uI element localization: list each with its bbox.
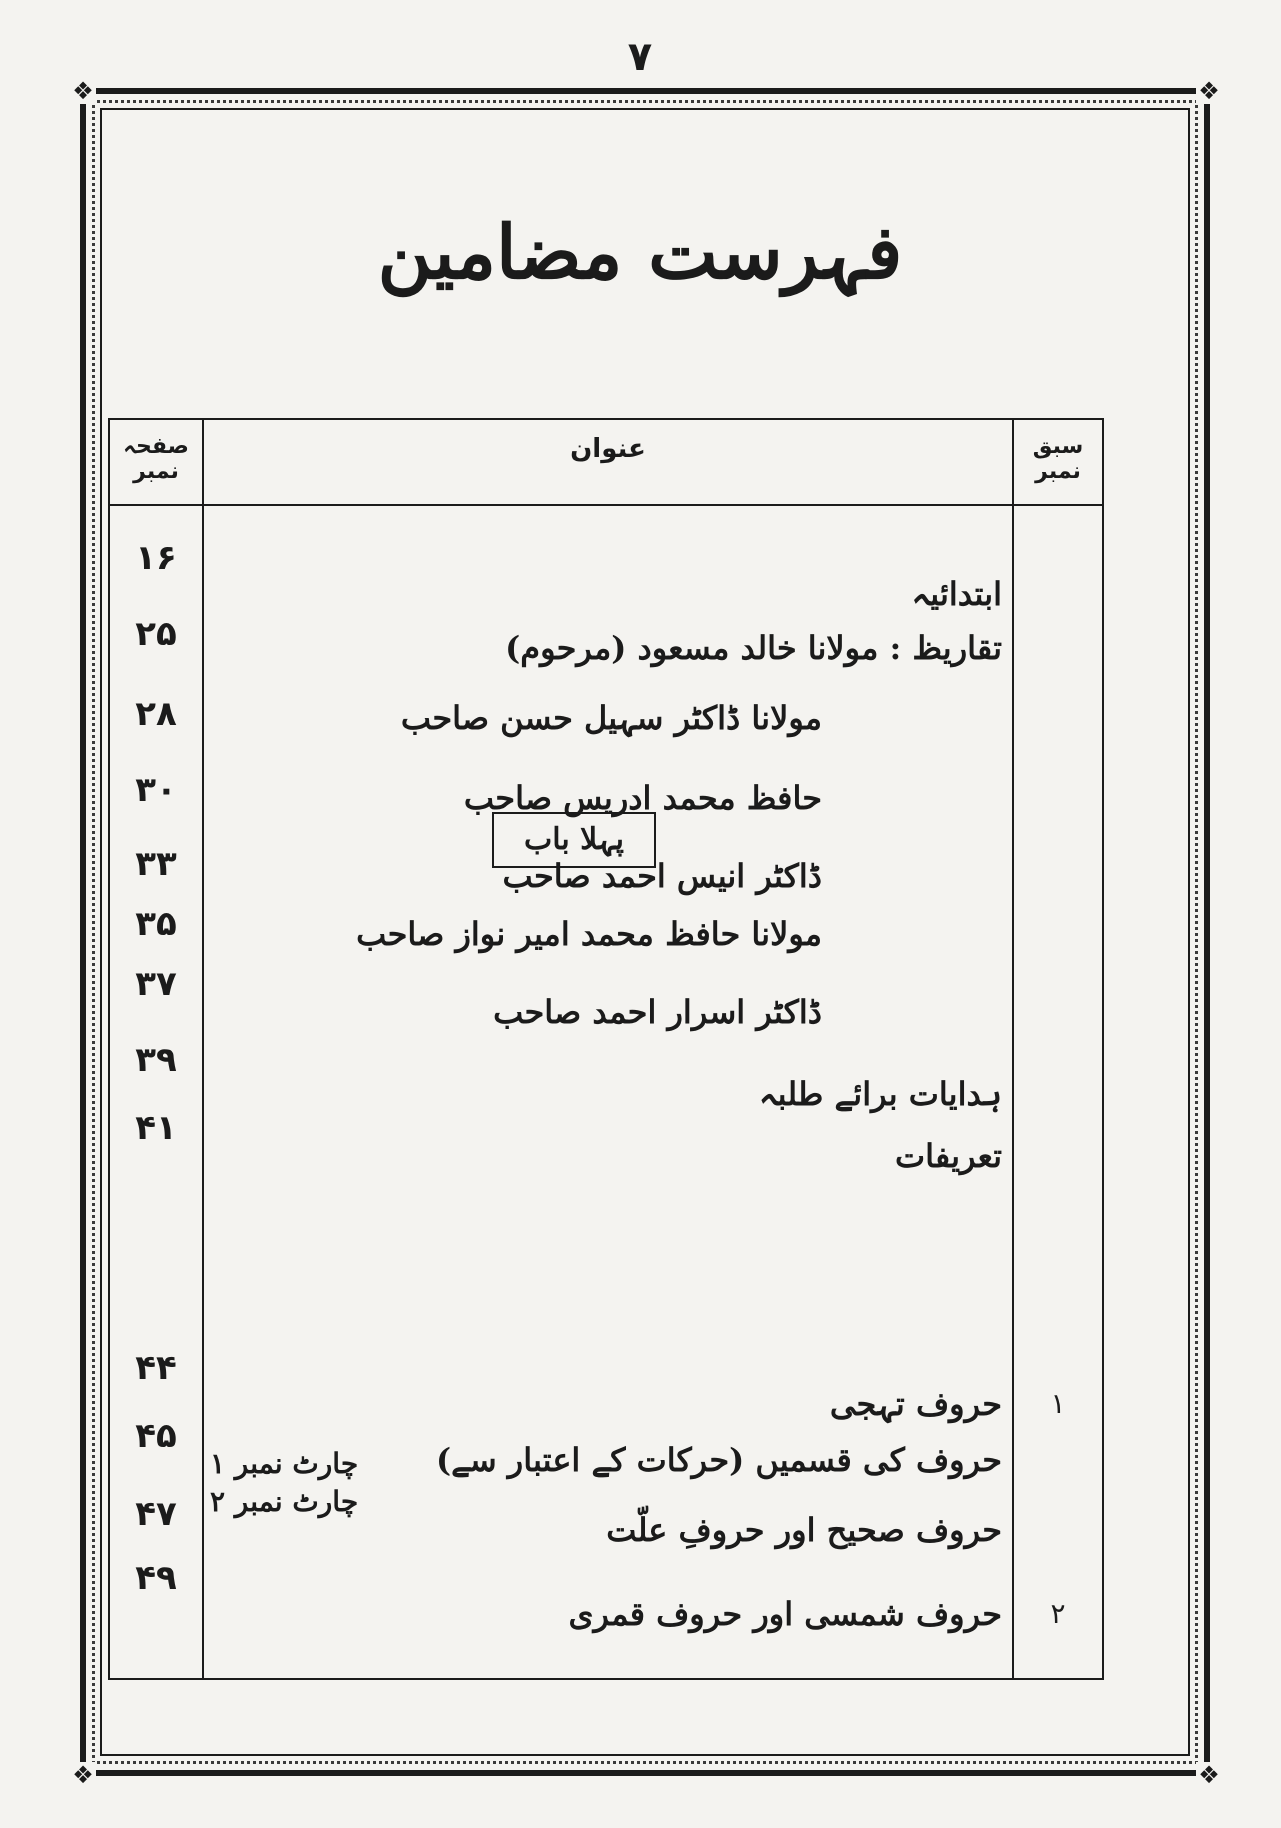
table-row: [110, 1484, 1102, 1549]
topic: حروف تہجی: [829, 1385, 1002, 1423]
topic: حروف کی قسمیں (حرکات کے اعتبار سے): [435, 1441, 1002, 1479]
corner-ornament-icon: ❖: [70, 78, 96, 104]
table-row: [110, 760, 1102, 820]
contents-table: [108, 418, 1104, 1680]
table-row: [110, 1338, 1102, 1423]
chapter-heading: پہلا باب: [492, 812, 656, 868]
topic: حروف صحیح اور حروفِ علّت: [606, 1511, 1002, 1549]
topic: حافظ محمد ادریس صاحب: [463, 779, 822, 817]
header-lesson-no: سبق نمبر: [1032, 434, 1084, 484]
page-number: ۷: [627, 34, 653, 80]
topic: مولانا حافظ محمد امیر نواز صاحب: [356, 915, 822, 953]
topic: مولانا ڈاکٹر سہیل حسن صاحب: [400, 699, 822, 737]
topic: ڈاکٹر انیس احمد صاحب: [502, 857, 822, 895]
page-ref: ۲۵: [135, 614, 177, 654]
table-row: [110, 684, 1102, 744]
table-row: [110, 1406, 1102, 1480]
page-ref: ۴۷: [135, 1494, 177, 1534]
page-ref: ۳۹: [135, 1040, 177, 1080]
topic: تقاریظ : مولانا خالد مسعود (مرحوم): [505, 629, 1002, 667]
page-ref: ۳۷: [135, 964, 177, 1004]
header-page-no: صفحہ نمبر: [123, 434, 189, 484]
page-title: فہرست مضامین: [377, 210, 903, 296]
topic: ہدایات برائے طلبہ: [758, 1075, 1002, 1113]
page-ref: ۴۹: [135, 1558, 177, 1598]
chart-ref: چارٹ نمبر ۱: [210, 1447, 359, 1480]
topic: حروف شمسی اور حروف قمری: [568, 1595, 1002, 1633]
corner-ornament-icon: ❖: [1196, 1762, 1222, 1788]
corner-ornament-icon: ❖: [70, 1762, 96, 1788]
table-row: [110, 528, 1102, 613]
header-divider: [110, 504, 1102, 506]
chart-ref: چارٹ نمبر ۲: [210, 1485, 359, 1518]
page-ref: ۳۳: [135, 844, 177, 884]
lesson-number: ۲: [1050, 1597, 1066, 1630]
table-row: [110, 894, 1102, 954]
page-ref: ۳۵: [135, 904, 177, 944]
table-row: [110, 1030, 1102, 1113]
page-ref: ۴۴: [135, 1348, 177, 1388]
page-ref: ۳۰: [135, 770, 177, 810]
table-row: [110, 954, 1102, 1031]
header-topic: عنوان: [570, 434, 646, 464]
table-row: [110, 1098, 1102, 1175]
table-row: [110, 604, 1102, 667]
page-ref: ۴۱: [135, 1108, 177, 1148]
page-ref: ۱۶: [135, 538, 177, 578]
topic: تعریفات: [895, 1137, 1002, 1175]
page-ref: ۲۸: [135, 694, 177, 734]
topic: ڈاکٹر اسرار احمد صاحب: [493, 993, 822, 1031]
corner-ornament-icon: ❖: [1196, 78, 1222, 104]
table-row: [110, 1548, 1102, 1633]
topic: ابتدائیہ: [911, 575, 1002, 613]
page-ref: ۴۵: [135, 1416, 177, 1456]
lesson-number: ۱: [1050, 1387, 1066, 1420]
